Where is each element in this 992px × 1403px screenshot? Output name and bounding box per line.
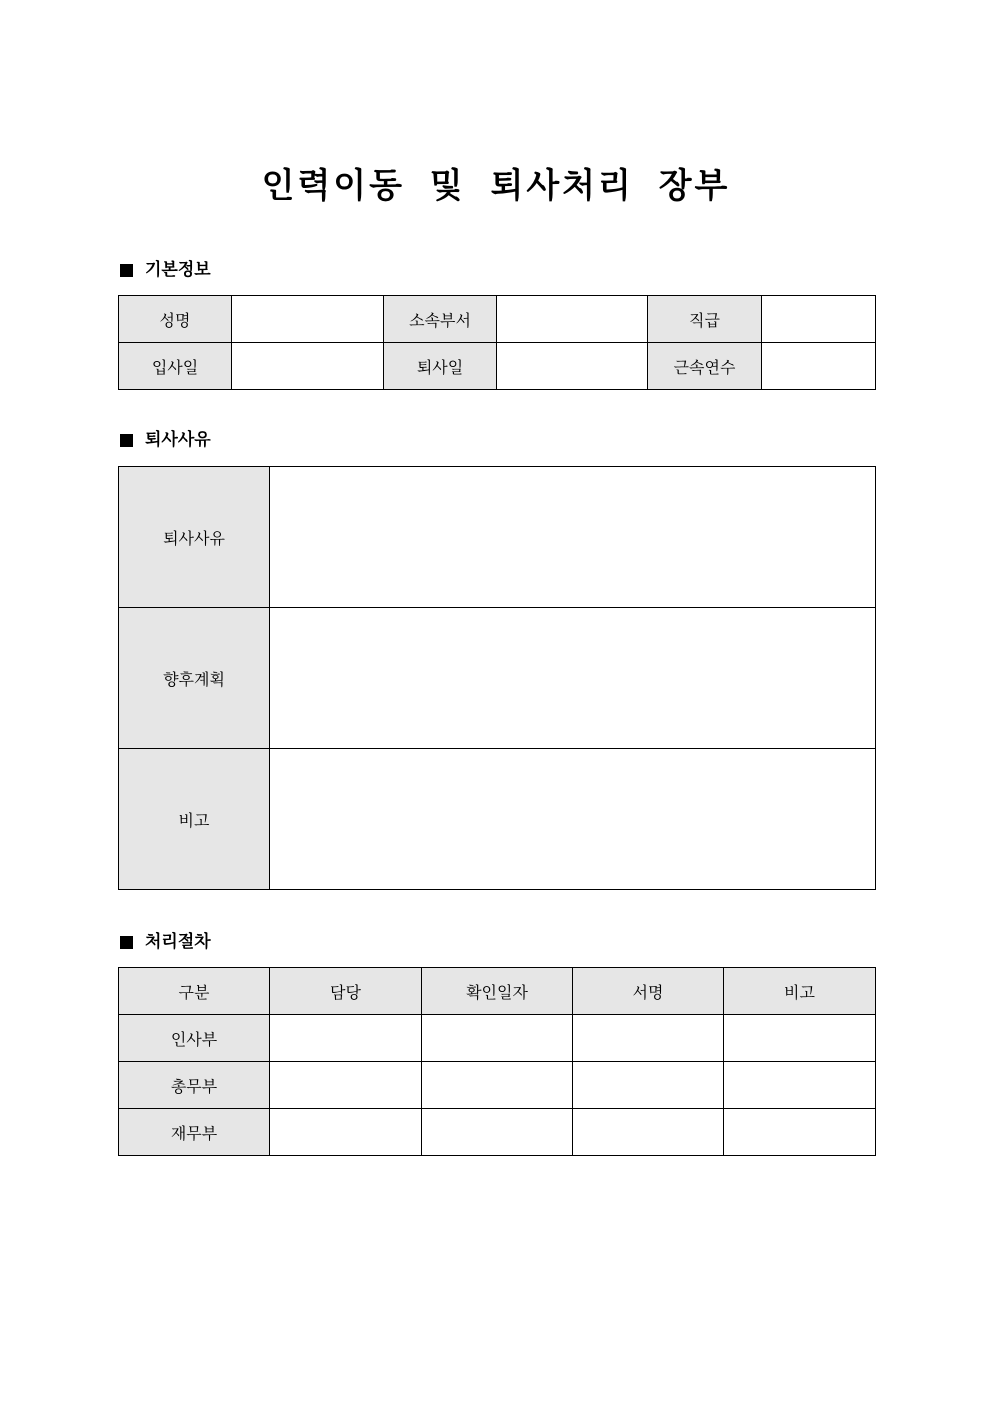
column-header: 확인일자 (422, 968, 573, 1015)
table-row (119, 608, 876, 749)
basic-info-table (118, 295, 876, 390)
resignation-date-field[interactable] (497, 343, 648, 390)
years-of-service-field[interactable] (762, 343, 876, 390)
table-row (119, 1015, 876, 1062)
table-row (119, 1109, 876, 1156)
column-header: 담당 (270, 968, 422, 1015)
table-cell[interactable] (724, 1062, 876, 1109)
years-of-service-label: 근속연수 (648, 343, 762, 390)
future-plan-field[interactable] (270, 608, 876, 749)
table-cell[interactable] (422, 1015, 573, 1062)
remarks-label: 비고 (119, 749, 270, 890)
row-header: 총무부 (119, 1062, 270, 1109)
column-header: 구분 (119, 968, 270, 1015)
row-header: 인사부 (119, 1015, 270, 1062)
reason-label: 퇴사사유 (119, 467, 270, 608)
hire-date-label: 입사일 (119, 343, 232, 390)
section-heading-label: 처리절차 (145, 932, 211, 952)
square-bullet-icon (120, 264, 133, 277)
column-header: 비고 (724, 968, 876, 1015)
future-plan-label: 향후계획 (119, 608, 270, 749)
table-cell[interactable] (573, 1015, 724, 1062)
column-header: 서명 (573, 968, 724, 1015)
name-field[interactable] (232, 296, 384, 343)
section-heading-label: 기본정보 (145, 260, 211, 280)
table-header-row (119, 968, 876, 1015)
table-row (119, 343, 876, 390)
square-bullet-icon (120, 434, 133, 447)
table-row (119, 749, 876, 890)
table-row (119, 1062, 876, 1109)
row-header: 재무부 (119, 1109, 270, 1156)
remarks-field[interactable] (270, 749, 876, 890)
position-field[interactable] (762, 296, 876, 343)
section-heading-basic (118, 258, 211, 282)
procedure-table (118, 967, 876, 1156)
table-row (119, 296, 876, 343)
resignation-date-label: 퇴사일 (384, 343, 497, 390)
hire-date-field[interactable] (232, 343, 384, 390)
table-cell[interactable] (422, 1062, 573, 1109)
table-cell[interactable] (724, 1015, 876, 1062)
table-cell[interactable] (270, 1109, 422, 1156)
page-title: 인력이동 및 퇴사처리 장부 (261, 166, 731, 206)
section-heading-procedure (118, 930, 211, 954)
resignation-reason-table (118, 466, 876, 890)
square-bullet-icon (120, 936, 133, 949)
section-heading-reason (118, 428, 211, 452)
table-cell[interactable] (724, 1109, 876, 1156)
department-label: 소속부서 (384, 296, 497, 343)
table-row (119, 467, 876, 608)
table-cell[interactable] (573, 1062, 724, 1109)
section-heading-label: 퇴사사유 (145, 430, 211, 450)
name-label: 성명 (119, 296, 232, 343)
table-cell[interactable] (270, 1062, 422, 1109)
table-cell[interactable] (573, 1109, 724, 1156)
table-cell[interactable] (422, 1109, 573, 1156)
department-field[interactable] (497, 296, 648, 343)
reason-field[interactable] (270, 467, 876, 608)
table-cell[interactable] (270, 1015, 422, 1062)
position-label: 직급 (648, 296, 762, 343)
